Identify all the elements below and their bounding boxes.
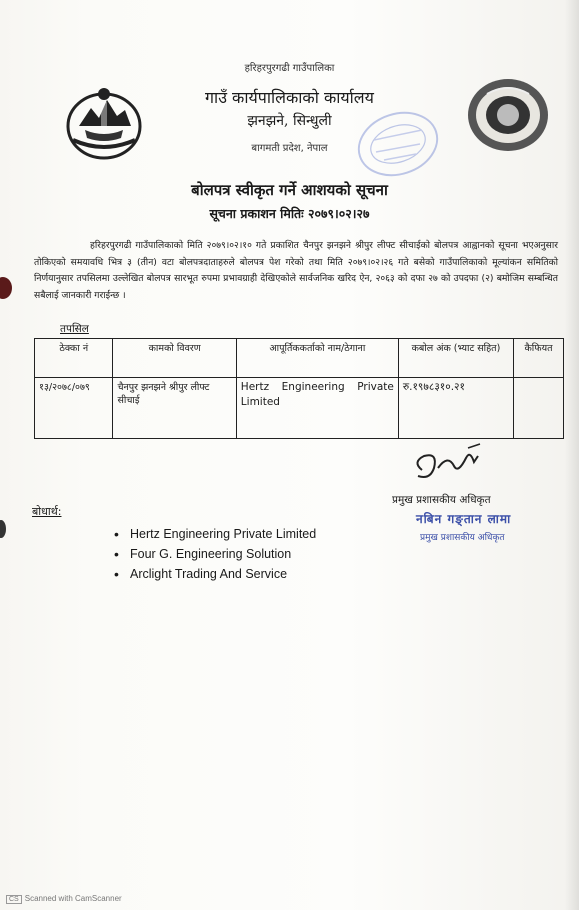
scanner-watermark: [6, 894, 122, 904]
signatory-stamp-title: प्रमुख प्रशासकीय अधिकृत: [420, 533, 505, 543]
header-bid-amount: कबोल अंक (भ्याट सहित): [398, 339, 513, 378]
list-item: • Arclight Trading And Service: [114, 564, 316, 584]
header-supplier-name: आपूर्तिककर्ताको नाम/ठेगाना: [236, 339, 398, 378]
bid-table: [34, 338, 564, 439]
municipality-name: हरिहरपुरगढी गाउँपालिका: [244, 63, 335, 74]
scanner-watermark-text: Scanned with CamScanner: [24, 894, 122, 903]
publication-date: सूचना प्रकाशन मितिः २०७९।०२।२७: [209, 206, 370, 221]
schedule-label: तपसिल: [60, 323, 89, 335]
cell-remarks: [514, 378, 564, 439]
signatory-title: प्रमुख प्रशासकीय अधिकृत: [392, 494, 491, 506]
list-item: • Four G. Engineering Solution: [114, 544, 316, 564]
office-name: गाउँ कार्यपालिकाको कार्यालय: [205, 88, 374, 107]
camscanner-icon: CS: [6, 895, 22, 904]
notice-title: बोलपत्र स्वीकृत गर्ने आशयको सूचना: [191, 181, 388, 199]
header-contract-no: ठेक्का नं: [35, 339, 113, 378]
cell-contract-no: १३/२०७८/०७९: [35, 378, 113, 439]
table-header-row: [35, 339, 564, 378]
handwritten-signature: [408, 440, 498, 490]
office-address: झनझने, सिन्धुली: [247, 113, 332, 129]
cell-bid-amount: रु.१९७८३१०.२१: [398, 378, 513, 439]
province-name: बागमती प्रदेश, नेपाल: [251, 143, 328, 154]
header-work-description: कामको विवरण: [113, 339, 236, 378]
list-item: • Hertz Engineering Private Limited: [114, 524, 316, 544]
table-row: [35, 378, 564, 439]
header-remarks: कैफियत: [514, 339, 564, 378]
page-edge-shadow: [565, 0, 579, 910]
cc-list: [114, 524, 316, 584]
cell-work-description: चैनपुर झनझने श्रीपुर लीफ्ट सीचाई: [113, 378, 236, 439]
cc-label: बोधार्थ:: [32, 505, 62, 518]
cell-supplier-name: Hertz Engineering Private Limited: [236, 378, 398, 439]
signatory-stamp-name: नबिन गङ्तान लामा: [416, 512, 512, 526]
notice-body: हरिहरपुरगढी गाउँपालिकाको मिति २०७९।०२।१० गते प्रकाशित चैनपुर झनझने श्रीपुर लीफ्ट सीचाईको बोलपत्र आह्वानको सूचना भएअनुसार तोकिएको समयावधि भित्र ३ (तीन) वटा बोलपत्रदाताहरुले बोलपत्र पेश गरेको तथा मिति २०७९।०२।२६ गते बसेको गाउँपालिकाको मूल्यांकन समितिको निर्णयानुसार तपसिलमा उल्लेखित बोलपत्र सारभूत रुपमा प्रभावग्राही देखिएकोले सार्वजनिक खरिद ऐन, २०६३ को दफा २७ को उपदफा (२) बमोजिम सम्बन्धित सबैलाई जानकारी गराईन्छ ।: [34, 240, 558, 301]
